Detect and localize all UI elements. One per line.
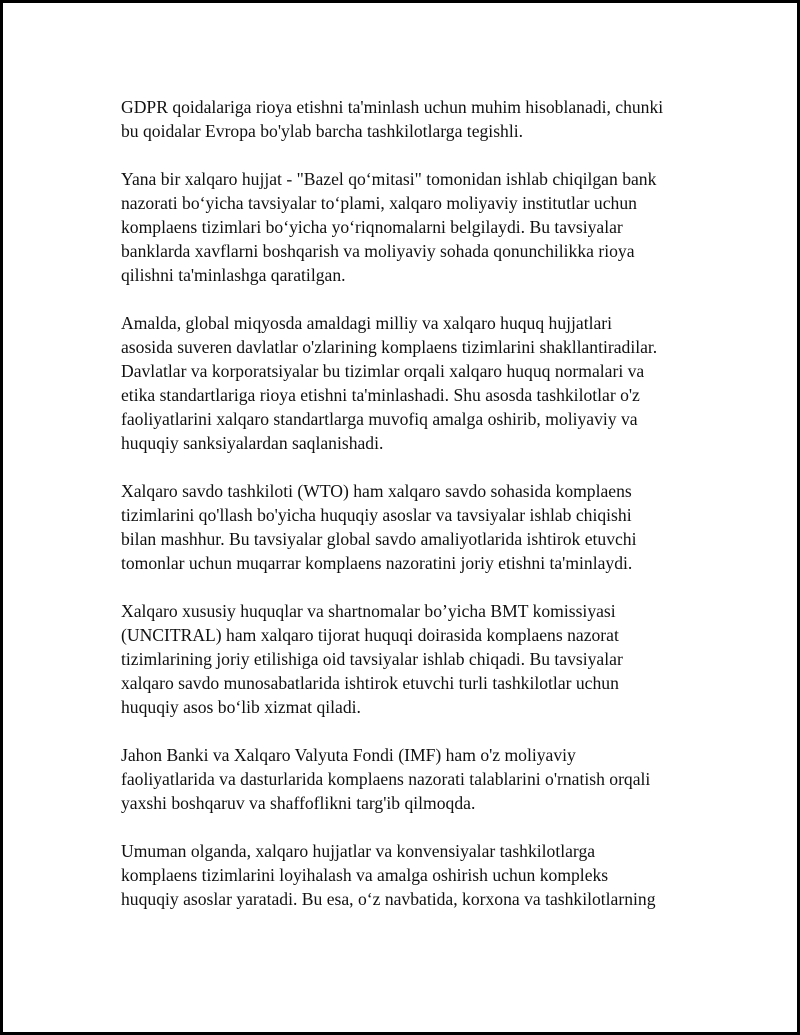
text-line: huquqiy asos bo‘lib xizmat qiladi. bbox=[121, 697, 361, 717]
text-line: komplaens tizimlarini loyihalash va amalga oshirish uchun kompleks bbox=[121, 865, 609, 885]
text-line: tizimlarini qo'llash bo'yicha huquqiy asoslar va tavsiyalar ishlab chiqishi bbox=[121, 505, 632, 525]
text-line: bilan mashhur. Bu tavsiyalar global savdo amaliyotlarida ishtirok etuvchi bbox=[121, 529, 637, 549]
text-line: banklarda xavflarni boshqarish va moliyaviy sohada qonunchilikka rioya bbox=[121, 241, 635, 261]
paragraph bbox=[121, 743, 701, 815]
paragraph bbox=[121, 95, 701, 143]
text-line: nazorati bo‘yicha tavsiyalar to‘plami, xalqaro moliyaviy institutlar uchun bbox=[121, 193, 637, 213]
text-line: Jahon Banki va Xalqaro Valyuta Fondi (IMF) ham o'z moliyaviy bbox=[121, 745, 576, 765]
text-line: tizimlarining joriy etilishiga oid tavsiyalar ishlab chiqadi. Bu tavsiyalar bbox=[121, 649, 623, 669]
text-line: GDPR qoidalariga rioya etishni ta'minlash uchun muhim hisoblanadi, chunki bbox=[121, 97, 664, 117]
text-line: qilishni ta'minlashga qaratilgan. bbox=[121, 265, 346, 285]
text-line: yaxshi boshqaruv va shaffoflikni targ'ib qilmoqda. bbox=[121, 793, 476, 813]
document-body bbox=[121, 95, 701, 935]
text-line: etika standartlariga rioya etishni ta'minlashadi. Shu asosda tashkilotlar o'z bbox=[121, 385, 640, 405]
paragraph bbox=[121, 311, 701, 455]
text-line: Umuman olganda, xalqaro hujjatlar va konvensiyalar tashkilotlarga bbox=[121, 841, 596, 861]
text-line: tomonlar uchun muqarrar komplaens nazoratini joriy etishni ta'minlaydi. bbox=[121, 553, 633, 573]
text-line: Xalqaro savdo tashkiloti (WTO) ham xalqaro savdo sohasida komplaens bbox=[121, 481, 632, 501]
text-line: huquqiy sanksiyalardan saqlanishadi. bbox=[121, 433, 384, 453]
text-line: asosida suveren davlatlar o'zlarining komplaens tizimlarini shakllantiradilar. bbox=[121, 337, 658, 357]
text-line: bu qoidalar Evropa bo'ylab barcha tashkilotlarga tegishli. bbox=[121, 121, 524, 141]
text-line: (UNCITRAL) ham xalqaro tijorat huquqi doirasida komplaens nazorat bbox=[121, 625, 619, 645]
text-line: Davlatlar va korporatsiyalar bu tizimlar orqali xalqaro huquq normalari va bbox=[121, 361, 645, 381]
text-line: xalqaro savdo munosabatlarida ishtirok etuvchi turli tashkilotlar uchun bbox=[121, 673, 619, 693]
paragraph bbox=[121, 479, 701, 575]
text-line: Yana bir xalqaro hujjat - "Bazel qo‘mitasi" tomonidan ishlab chiqilgan bank bbox=[121, 169, 657, 189]
text-line: Amalda, global miqyosda amaldagi milliy va xalqaro huquq hujjatlari bbox=[121, 313, 613, 333]
text-line: komplaens tizimlari bo‘yicha yo‘riqnomalarni belgilaydi. Bu tavsiyalar bbox=[121, 217, 623, 237]
paragraph bbox=[121, 167, 701, 287]
text-line: Xalqaro xususiy huquqlar va shartnomalar bo’yicha BMT komissiyasi bbox=[121, 601, 616, 621]
paragraph bbox=[121, 839, 701, 911]
text-line: faoliyatlarini xalqaro standartlarga muvofiq amalga oshirib, moliyaviy va bbox=[121, 409, 638, 429]
text-line: faoliyatlarida va dasturlarida komplaens nazorati talablarini o'rnatish orqali bbox=[121, 769, 651, 789]
text-line: huquqiy asoslar yaratadi. Bu esa, o‘z navbatida, korxona va tashkilotlarning bbox=[121, 889, 656, 909]
paragraph bbox=[121, 599, 701, 719]
